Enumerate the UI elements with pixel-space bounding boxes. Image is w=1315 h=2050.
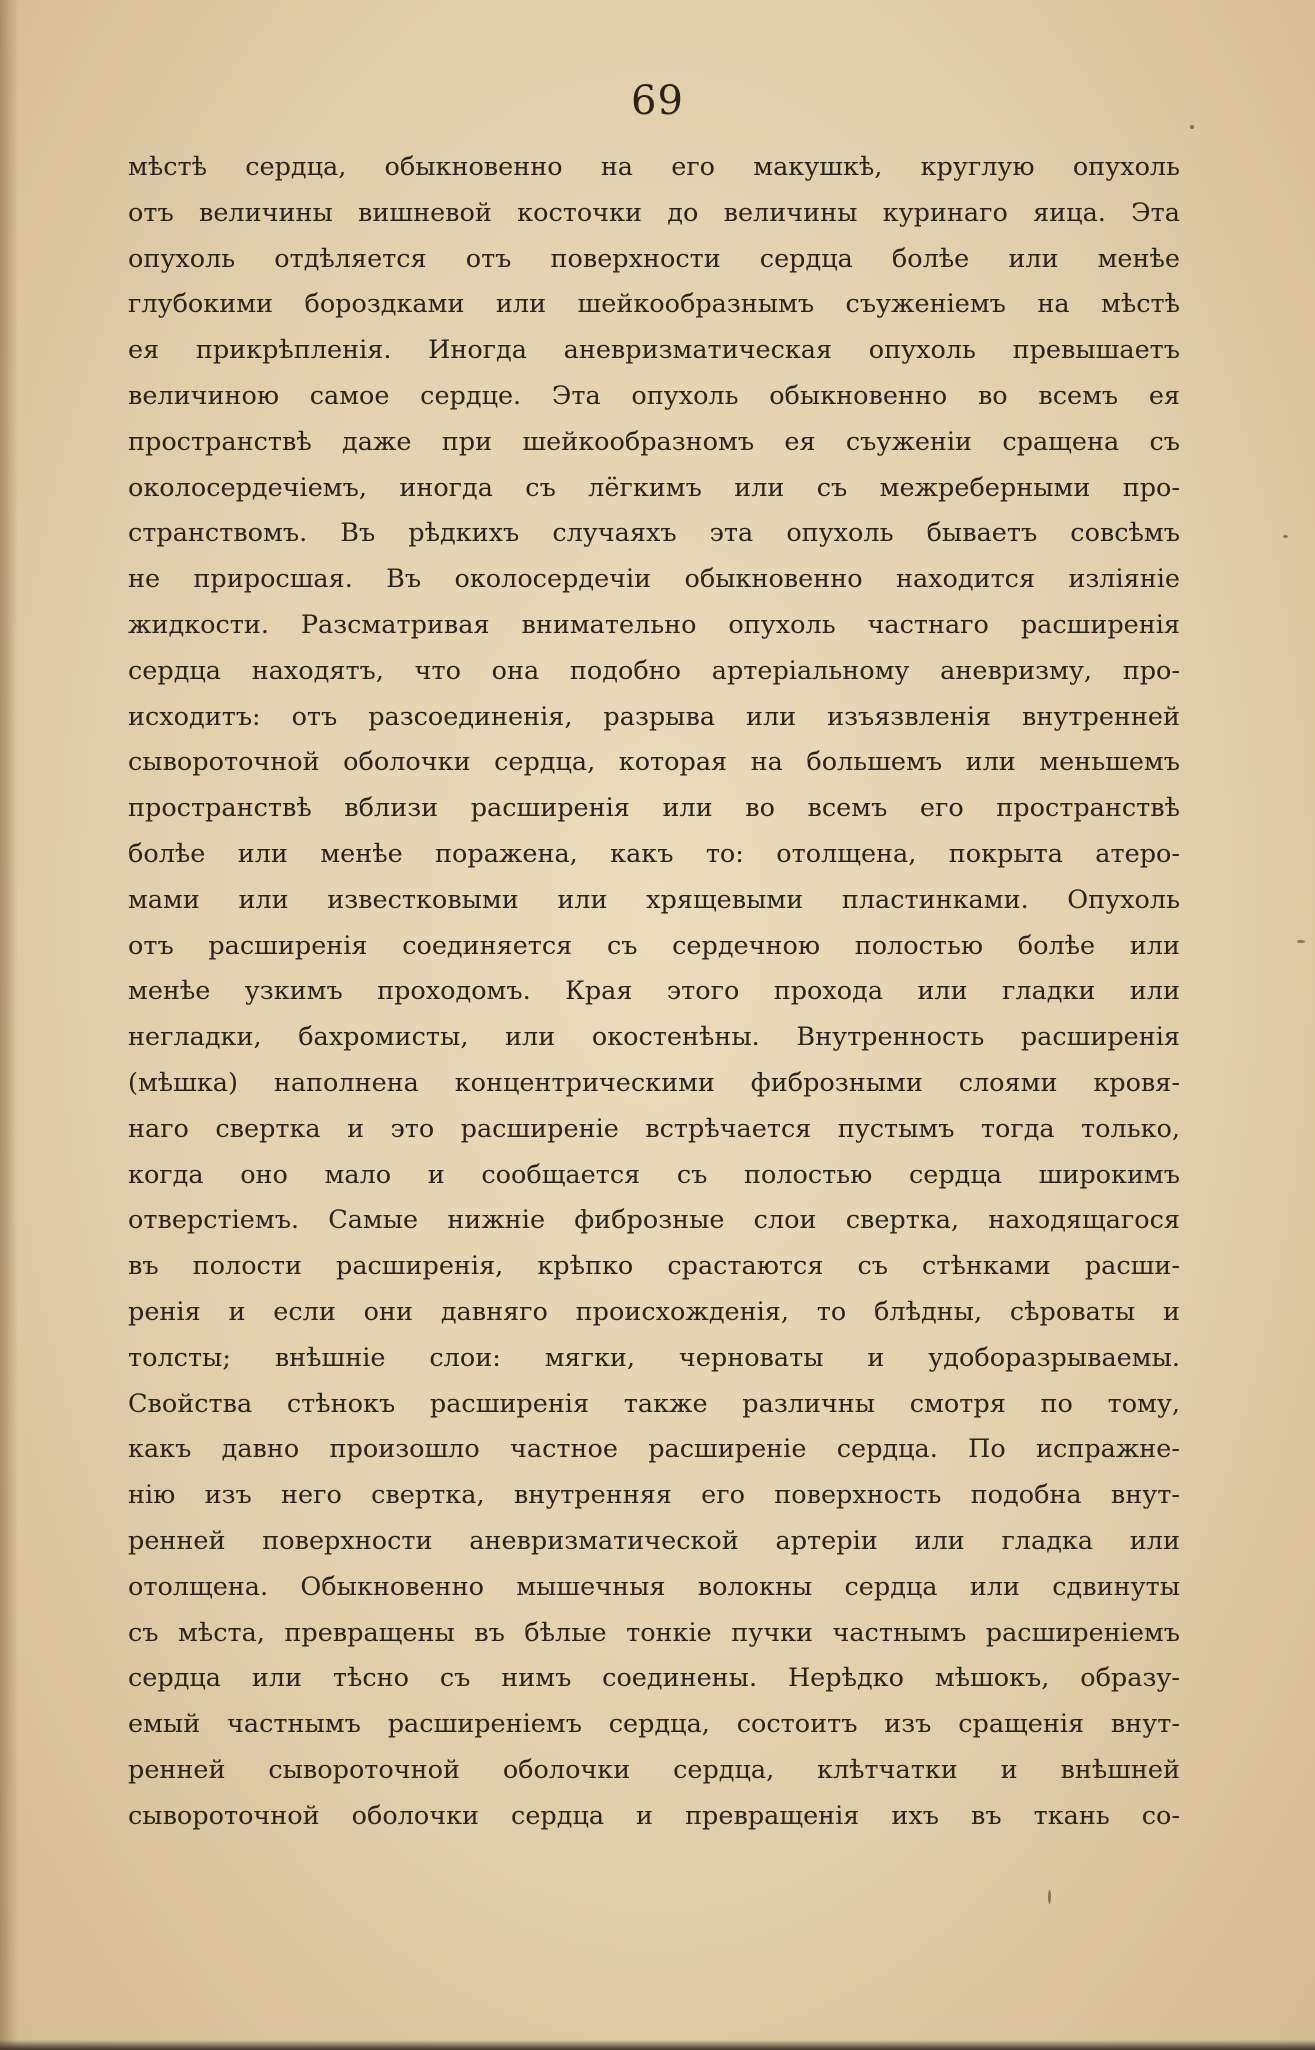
text-line: негладки, бахромисты, или окостенѣны. Внутренность расширенія bbox=[128, 1022, 1180, 1053]
text-line: отолщена. Обыкновенно мышечныя волокны сердца или сдвинуты bbox=[128, 1571, 1180, 1602]
text-line: глубокими бороздками или шейкообразнымъ съуженіемъ на мѣстѣ bbox=[128, 289, 1180, 320]
text-line: сывороточной оболочки сердца и превращенія ихъ въ ткань со- bbox=[128, 1800, 1180, 1831]
text-line: жидкости. Разсматривая внимательно опухоль частнаго расширенія bbox=[128, 609, 1180, 640]
text-line: (мѣшка) наполнена концентрическими фиброзными слоями кровя- bbox=[128, 1067, 1180, 1098]
text-line: сывороточной оболочки сердца, которая на большемъ или меньшемъ bbox=[128, 747, 1180, 778]
text-line: странствомъ. Въ рѣдкихъ случаяхъ эта опухоль бываетъ совсѣмъ bbox=[128, 518, 1180, 549]
text-line: отъ расширенія соединяется съ сердечною полостью болѣе или bbox=[128, 930, 1180, 961]
text-line: съ мѣста, превращены въ бѣлые тонкіе пучки частнымъ расширеніемъ bbox=[128, 1617, 1180, 1648]
text-line: Свойства стѣнокъ расширенія также различны смотря по тому, bbox=[128, 1388, 1180, 1419]
paper-speck bbox=[1297, 940, 1305, 943]
page-number: 69 bbox=[631, 78, 684, 124]
paper-speck bbox=[1048, 1890, 1051, 1904]
text-line: сердца или тѣсно съ нимъ соединены. Нерѣдко мѣшокъ, образу- bbox=[128, 1663, 1180, 1694]
text-line: не приросшая. Въ околосердечіи обыкновенно находится изліяніе bbox=[128, 564, 1180, 595]
text-line: наго свертка и это расширеніе встрѣчается пустымъ тогда только, bbox=[128, 1113, 1180, 1144]
text-line: сердца находятъ, что она подобно артеріальному аневризму, про- bbox=[128, 655, 1180, 686]
text-line: нію изъ него свертка, внутренняя его поверхность подобна внут- bbox=[128, 1480, 1180, 1511]
text-line: ренней поверхности аневризматической артеріи или гладка или bbox=[128, 1525, 1180, 1556]
text-line: въ полости расширенія, крѣпко срастаются съ стѣнками расши- bbox=[128, 1251, 1180, 1282]
text-line: толсты; внѣшніе слои: мягки, черноваты и удоборазрываемы. bbox=[128, 1342, 1180, 1373]
text-line: пространствѣ даже при шейкообразномъ ея съуженіи сращена съ bbox=[128, 426, 1180, 457]
text-line: исходитъ: отъ разсоединенія, разрыва или изъязвленія внутренней bbox=[128, 701, 1180, 732]
paper-speck bbox=[1283, 535, 1288, 538]
text-line: болѣе или менѣе поражена, какъ то: отолщена, покрыта атеро- bbox=[128, 838, 1180, 869]
text-line: величиною самое сердце. Эта опухоль обыкновенно во всемъ ея bbox=[128, 380, 1180, 411]
paper-speck bbox=[1190, 125, 1194, 129]
text-line: мѣстѣ сердца, обыкновенно на его макушкѣ, круглую опухоль bbox=[128, 152, 1180, 182]
text-line: ея прикрѣпленія. Иногда аневризматическая опухоль превышаетъ bbox=[128, 335, 1180, 366]
text-line: пространствѣ вблизи расширенія или во всемъ его пространствѣ bbox=[128, 793, 1180, 824]
text-line: опухоль отдѣляется отъ поверхности сердца болѣе или менѣе bbox=[128, 243, 1180, 274]
text-line: ренія и если они давняго происхожденія, то блѣдны, сѣроваты и bbox=[128, 1296, 1180, 1327]
text-line: отъ величины вишневой косточки до величины куринаго яица. Эта bbox=[128, 197, 1180, 228]
text-line: емый частнымъ расширеніемъ сердца, состоитъ изъ сращенія внут- bbox=[128, 1709, 1180, 1740]
text-line: околосердечіемъ, иногда съ лёгкимъ или съ межреберными про- bbox=[128, 472, 1180, 503]
text-line: менѣе узкимъ проходомъ. Края этого прохода или гладки или bbox=[128, 976, 1180, 1007]
text-line: какъ давно произошло частное расширеніе сердца. По испражне- bbox=[128, 1434, 1180, 1465]
text-line: когда оно мало и сообщается съ полостью сердца широкимъ bbox=[128, 1159, 1180, 1190]
body-text bbox=[128, 145, 1180, 1839]
text-line: отверстіемъ. Самые нижніе фиброзные слои свертка, находящагося bbox=[128, 1205, 1180, 1236]
text-line: мами или известковыми или хрящевыми пластинками. Опухоль bbox=[128, 884, 1180, 915]
text-line: ренней сывороточной оболочки сердца, клѣтчатки и внѣшней bbox=[128, 1754, 1180, 1785]
